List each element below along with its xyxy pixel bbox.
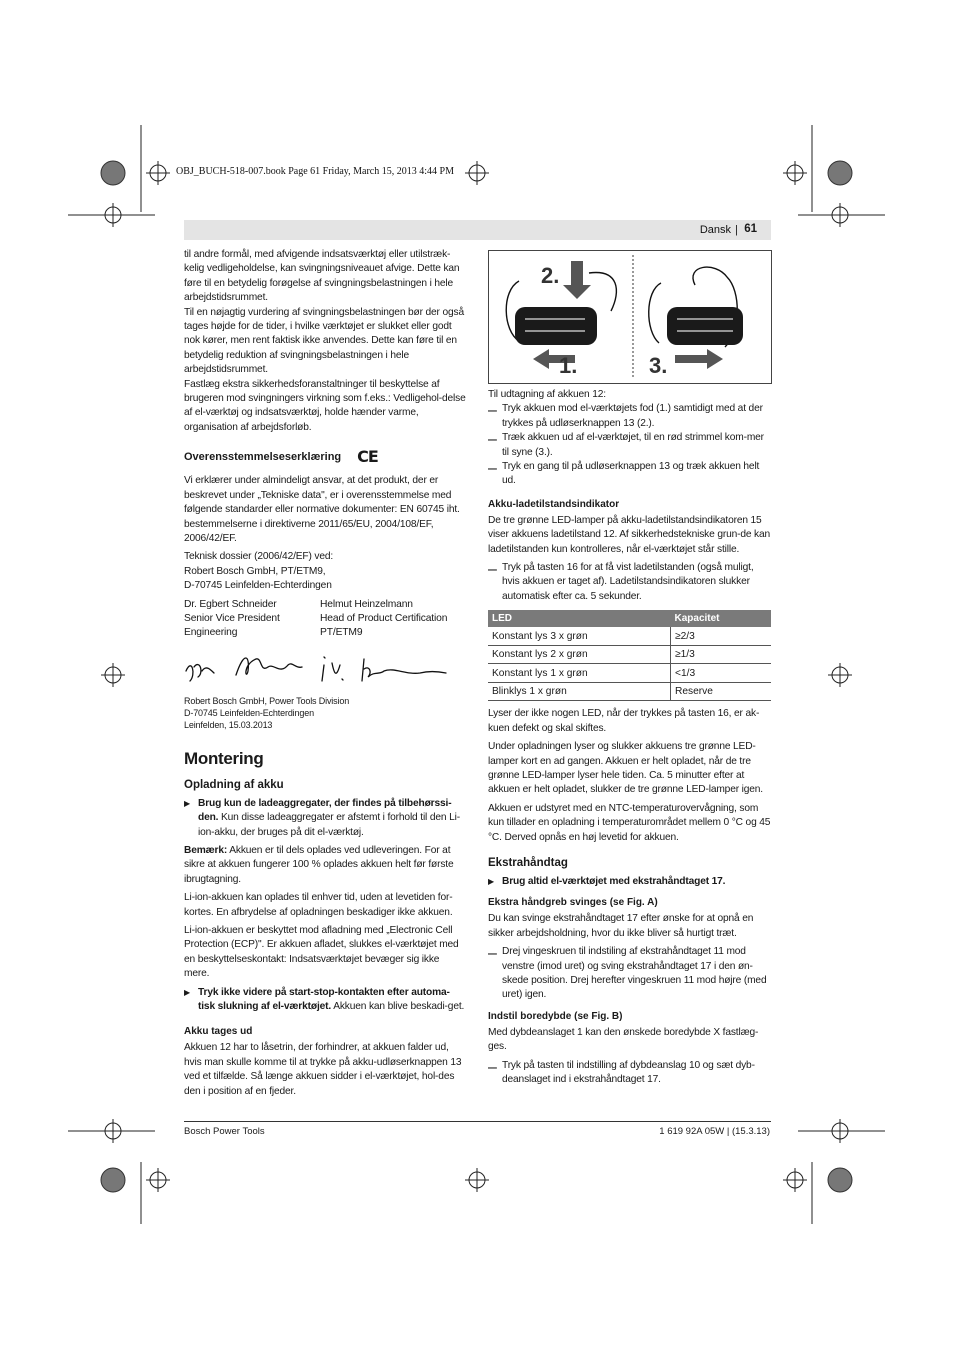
subsection-title: Opladning af akku [184,778,284,791]
warning-bold: Brug altid el-værktøjet med ekstrahåndtaget 17. [502,875,726,887]
conformity-paragraph: Vi erklærer under almindeligt ansvar, at det produkt, der er beskrevet under „Tekniske data", er i overensstemmelse med følgende standarder eller normative dokumenter: EN 60745 iht. bestemmelserne i direktiverne 2011/65/EU, 2004/108/EF, 2006/42/EF. [184,475,460,544]
led-capacity-table [488,610,771,701]
note-text: Akkuen er til dels oplades ved udleveringen. For at sikre at akkuen fungerer 100 % oplades akkuen helt før første ibrugtagning. [184,844,454,885]
signature-image [184,645,466,689]
footer-docnumber: 1 619 92A 05W | (15.3.13) [659,1126,770,1137]
issuer-line: Leinfelden, 15.03.2013 [184,719,273,730]
warning-item [184,797,466,840]
subsection-title: Akku tages ud [184,1026,253,1038]
list-item: – Tryk en gang til på udløserknappen 13 og træk akkuen helt ud. [488,460,760,487]
left-column [184,248,466,1099]
table-row: Konstant lys 1 x grøn <1/3 [488,664,771,683]
signatories [184,598,466,641]
list-item: – Tryk på tasten til indstilling af dybdeanslag 10 og sæt dyb-deanslaget ind i ekstrahåndtaget 17. [488,1058,755,1085]
ce-mark-icon: CE [357,447,378,467]
warning-text: Akkuen kan blive beskadi-get. [331,1001,465,1013]
dossier-address: D-70745 Leinfelden-Echterdingen [184,580,332,592]
warning-bold: Brug kun de ladeaggregater, der findes på tilbehørssi-den. [198,797,452,824]
signatory-role: Senior Vice President [184,612,280,624]
table-row: Konstant lys 2 x grøn ≥1/3 [488,645,771,664]
paragraph: Fastlæg ekstra sikkerhedsforanstaltninger til beskyttelse af brugeren mod svingningers virkning som f.eks.: Vedligehol-delse af el-værktøj og indsatsværktøj, holde hænder varme, organisation af arbejdsforløb. [184,378,466,433]
signatory-name: Helmut Heinzelmann [320,598,413,610]
signatory-role: Engineering [184,627,238,639]
paragraph: Til en nøjagtig vurdering af svingningsbelastningen bør der også tages højde for de tider, i hvilke værktøjet er slukket eller godt nok kører, men rent faktisk ikke anvendes. Dette kan føre til en betydelig reduktion af svingningsbelastningen i hele arbejdstidsrummet. [184,306,464,376]
paragraph: Under opladningen lyser og slukker akkuens tre grønne LED-lamper kort en ad gangen. Akkuen er helt opladet, når de tre grønne LED-lamper lyser hele tiden. Ca. 5 minutter efter at akkuen er helt opladet, slukker de tre grønne LED-lamper igen. [488,741,763,796]
paragraph: Du kan svinge ekstrahåndtaget 17 efter ønske for at opnå en sikker arbejdsholdning, hvor du ikke bliver så hurtigt træt. [488,913,754,939]
list-item: – Træk akkuen ud af el-værktøjet, til en rød strimmel kom-mer til syne (3.). [488,431,764,458]
footer-rule [184,1121,771,1122]
paragraph: Akkuen er udstyret med en NTC-temperaturovervågning, som kun tillader en opladning i temperaturområdet mellem 0 °C og 45 °C. Derved opnås en høj levetid for akkuen. [488,802,771,843]
paragraph: Akkuen 12 har to låsetrin, der forhindrer, at akkuen falder ud, hvis man skulle komme til at trykke på akku-udløserknappen 13 ved et tilfælde. Så længe akkuen sidder i el-værktøjet, hol-des den i position af en fjeder. [184,1042,462,1097]
signatory-role: Head of Product Certification [320,612,448,624]
list-item: – Tryk akkuen mod el-værktøjets fod (1.) samtidigt med at der trykkes på udløserknappen 13 (2.). [488,402,763,429]
note-label: Bemærk: [184,844,228,856]
warning-item [184,986,466,1015]
warning-bold: Tryk ikke videre på start-stop-kontakten efter automa-tisk slukning af el-værktøjet. [198,986,450,1013]
table-header-led: LED [488,610,671,627]
signatory-role: PT/ETM9 [320,627,363,639]
dossier-paragraph: Teknisk dossier (2006/42/EF) ved: [184,551,334,563]
note-paragraph [184,844,466,887]
running-header [184,220,771,240]
section-title: Montering [184,748,264,768]
dossier-address: Robert Bosch GmbH, PT/ETM9, [184,565,326,577]
bullet-triangle-icon: ▶ [184,987,191,997]
subsection-title: Ekstrahåndtag [488,856,568,869]
paragraph: Li-ion-akkuen er beskyttet mod afladning med „Electronic Cell Protection (ECP)". Er akkuen afladet, slukkes el-værktøjet med en beskyttelseskontakt: Indsatsværktøjet bevæger sig ikke mere. [184,925,459,980]
figure-label-3: 3. [649,353,668,378]
issuer-line: D-70745 Leinfelden-Echterdingen [184,707,314,718]
conformity-heading [184,447,466,466]
battery-removal-figure [488,250,772,384]
signatory-name: Dr. Egbert Schneider [184,598,277,610]
handwritten-signatures [184,645,466,689]
paragraph: til andre formål, med afvigende indsatsværktøj eller utilstræk-kelig vedligeholdelse, kan svingningsniveauet afvige. Dette kan føre til en betydelig forøgelse af svingningsbelastningen i hele arbejdstidsrummet. [184,249,460,304]
list-item: – Drej vingeskruen til indstiling af ekstrahåndtaget 11 mod venstre (imod uret) og sving ekstrahåndtaget 17 i den øn-skede position. Drej herefter vingeskruen 11 mod højre (med uret) igen. [488,945,767,1001]
figure-label-2: 2. [541,263,560,288]
header-language: Dansk [699,224,731,236]
conformity-title: Overensstemmelseserklæring [184,450,342,463]
paragraph: Med dybdeanslaget 1 kan den ønskede boredybde X fastlæg-ges. [488,1026,759,1053]
subsection-title: Akku-ladetilstandsindikator [488,498,620,510]
figure-label-1: 1. [559,353,578,378]
list-item: – Tryk på tasten 16 for at få vist ladetilstanden (også muligt, hvis akkuen er taget af). Ladetilstandsindikatoren slukker automatisk efter ca. 5 sekunder. [488,561,754,602]
subsection-title: Indstil boredybde (se Fig. B) [488,1010,623,1022]
table-row: Konstant lys 3 x grøn ≥2/3 [488,627,771,645]
header-separator: | [735,224,738,236]
issuer-line: Robert Bosch GmbH, Power Tools Division [184,695,350,706]
battery-illustration [489,251,771,383]
issuer-block [184,695,466,731]
bullet-triangle-icon: ▶ [488,876,495,886]
subsection-title: Ekstra håndgreb svinges (se Fig. A) [488,897,658,909]
page-number: 61 [744,223,757,235]
footer-brand: Bosch Power Tools [184,1126,265,1137]
warning-item [488,875,771,889]
print-slug: OBJ_BUCH-518-007.book Page 61 Friday, March 15, 2013 4:44 PM [176,166,454,177]
paragraph: Li-ion-akkuen kan oplades til enhver tid, uden at levetiden for-kortes. En afbrydelse af opladningen beskadiger ikke akkuen. [184,892,453,918]
table-row: Blinklys 1 x grøn Reserve [488,682,771,701]
right-column [488,388,771,1087]
bullet-triangle-icon: ▶ [184,798,191,808]
paragraph: Lyser der ikke nogen LED, når der trykkes på tasten 16, er ak-kuen defekt og skal skiftes. [488,708,760,734]
warning-text: Kun disse ladeaggregater er afstemt i forhold til den Li-ion-akku, der bruges på dit el-værktøj. [198,812,460,838]
paragraph: Til udtagning af akkuen 12: [488,389,606,400]
paragraph: De tre grønne LED-lamper på akku-ladetilstandsindikatoren 15 viser akkuens ladetilstand 12. Af sikkerhedstekniske grun-de kan ladetilstanden kun kontrolleres, når el-værktøjet står stille. [488,514,771,555]
table-header-capacity: Kapacitet [671,610,772,627]
